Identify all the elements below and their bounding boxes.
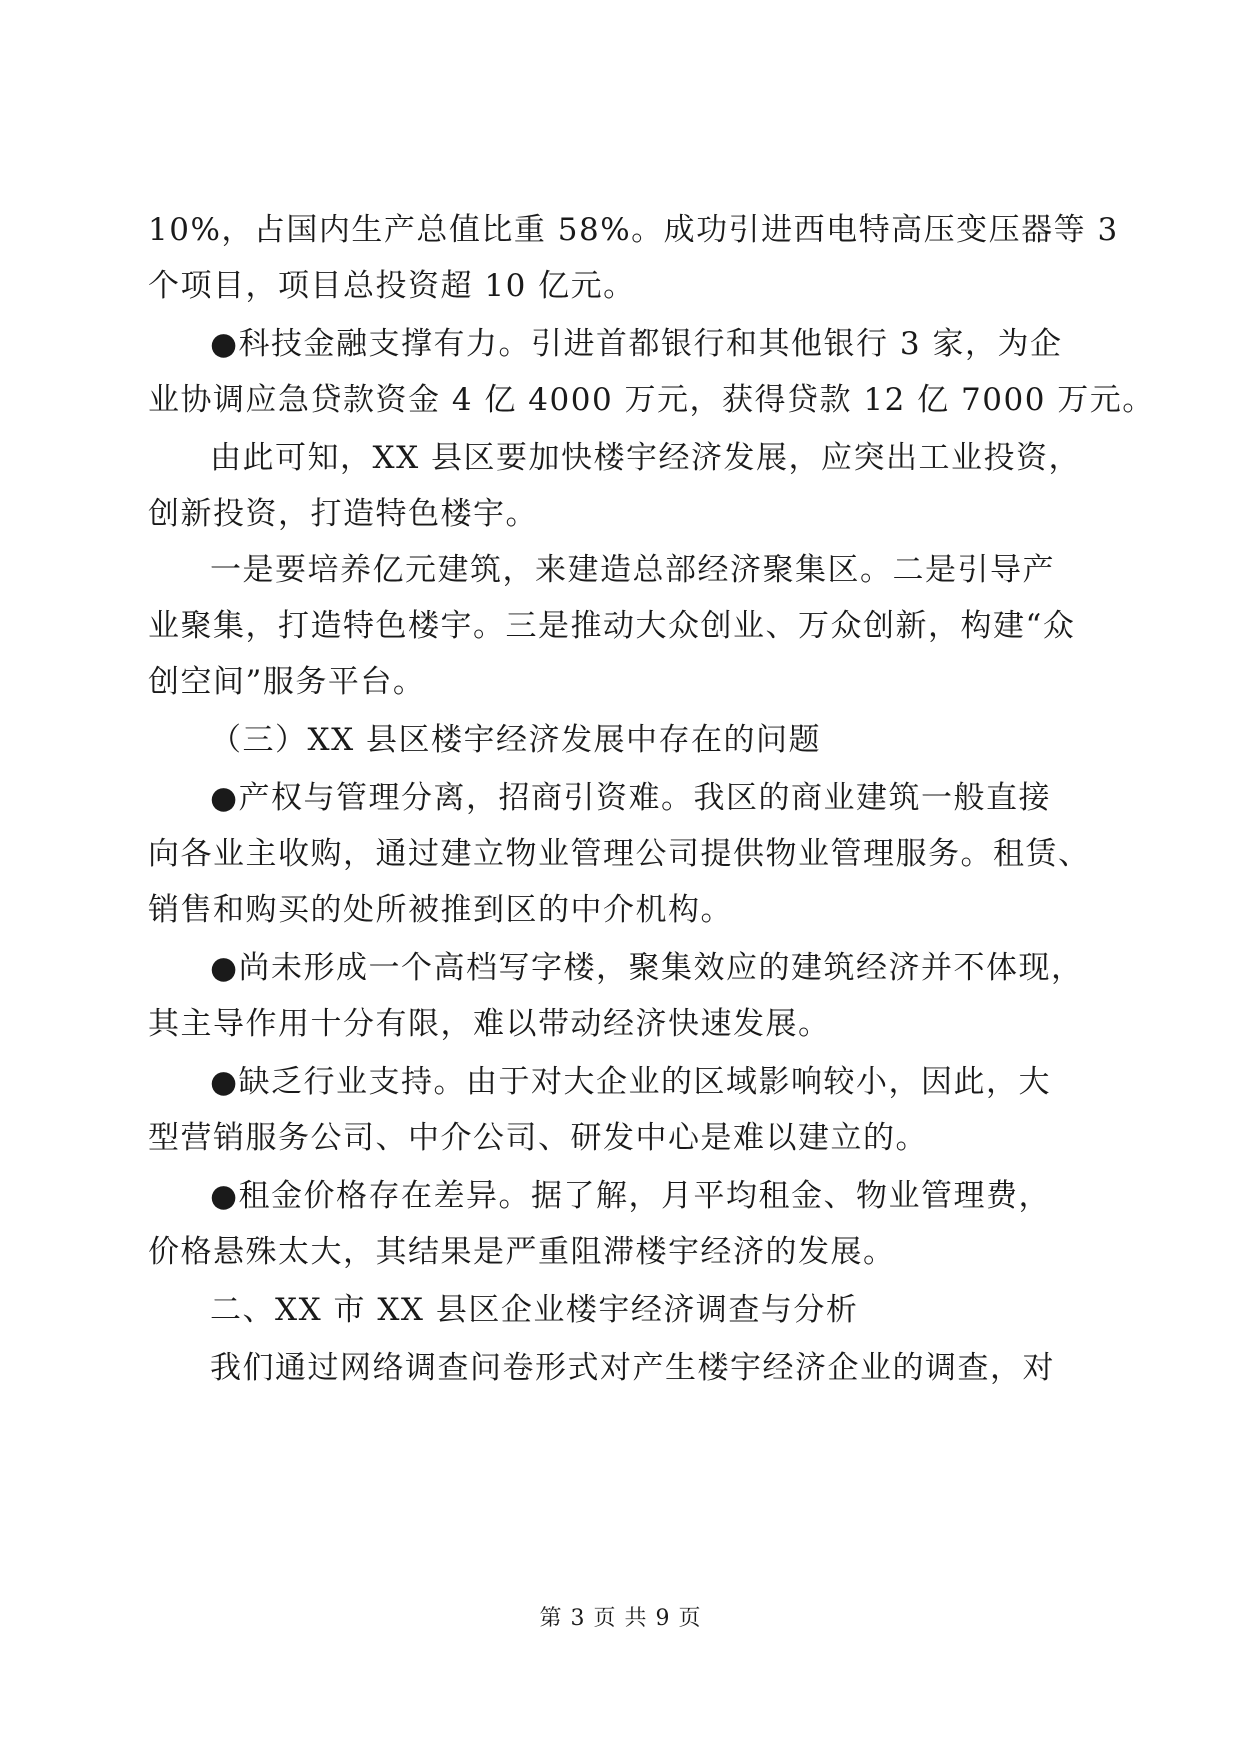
text-line-15: 其主导作用十分有限，难以带动经济快速发展。 xyxy=(148,1006,831,1042)
text-line-7: 一是要培养亿元建筑，来建造总部经济聚集区。二是引导产 xyxy=(210,552,1055,588)
text-line-9: 创空间”服务平台。 xyxy=(148,664,426,700)
section-heading-2: 二、XX 市 XX 县区企业楼宇经济调查与分析 xyxy=(210,1292,859,1328)
text-line-13: 销售和购买的处所被推到区的中介机构。 xyxy=(148,892,733,928)
text-line-6: 创新投资，打造特色楼宇。 xyxy=(148,496,538,532)
section-heading-3: （三）XX 县区楼宇经济发展中存在的问题 xyxy=(210,722,821,758)
text-line-14: ●尚未形成一个高档写字楼，聚集效应的建筑经济并不体现， xyxy=(210,950,1084,986)
text-line-18: ●租金价格存在差异。据了解，月平均租金、物业管理费， xyxy=(210,1178,1052,1214)
text-line-4: 业协调应急贷款资金 4 亿 4000 万元，获得贷款 12 亿 7000 万元。 xyxy=(148,382,1155,418)
text-line-21: 我们通过网络调查问卷形式对产生楼宇经济企业的调查，对 xyxy=(210,1350,1055,1386)
text-line-16: ●缺乏行业支持。由于对大企业的区域影响较小，因此，大 xyxy=(210,1064,1052,1100)
text-line-19: 价格悬殊太大，其结果是严重阻滞楼宇经济的发展。 xyxy=(148,1234,896,1270)
text-line-1: 10%，占国内生产总值比重 58%。成功引进西电特高压变压器等 3 xyxy=(148,212,1119,248)
text-line-11: ●产权与管理分离，招商引资难。我区的商业建筑一般直接 xyxy=(210,780,1052,816)
text-line-3: ●科技金融支撑有力。引进首都银行和其他银行 3 家，为企 xyxy=(210,326,1063,362)
text-line-5: 由此可知，XX 县区要加快楼宇经济发展，应突出工业投资， xyxy=(210,440,1081,476)
text-line-2: 个项目，项目总投资超 10 亿元。 xyxy=(148,268,636,304)
text-line-8: 业聚集，打造特色楼宇。三是推动大众创业、万众创新，构建“众 xyxy=(148,608,1076,644)
page-footer: 第 3 页 共 9 页 xyxy=(539,1606,702,1631)
text-line-12: 向各业主收购，通过建立物业管理公司提供物业管理服务。租赁、 xyxy=(148,836,1091,872)
text-line-17: 型营销服务公司、中介公司、研发中心是难以建立的。 xyxy=(148,1120,928,1156)
